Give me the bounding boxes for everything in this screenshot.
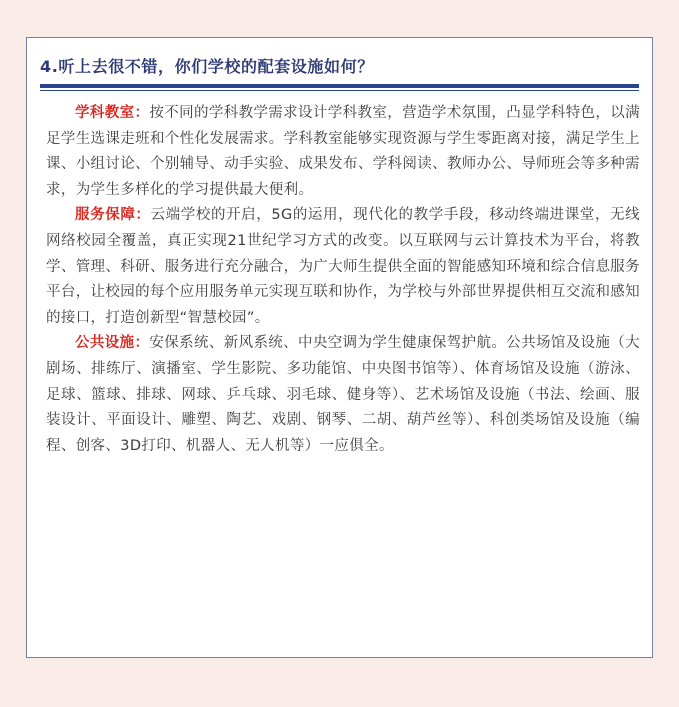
faq-card [26,37,653,658]
text-subject-classrooms: 按不同的学科教学需求设计学科教室，营造学术氛围，凸显学科特色，以满足学生选课走班和个性化发展需求。学科教室能够实现资源与学生零距离对接，满足学生上课、小组讨论、个别辅导、动手实验、成果发布、学科阅读、教师办公、导师班会等多种需求，为学生多样化的学习提供最大便利。 [46,105,641,198]
label-public-facilities: 公共设施： [75,335,150,352]
title-underline-thin [40,90,639,91]
text-public-facilities: 安保系统、新风系统、中央空调为学生健康保驾护航。公共场馆及设施（大剧场、排练厅、演播室、学生影院、多功能馆、中央图书馆等）、体育场馆及设施（游泳、足球、篮球、排球、网球、乒乓球、羽毛球、健身等）、艺术场馆及设施（书法、绘画、服装设计、平面设计、雕塑、陶艺、戏剧、钢琴、二胡、葫芦丝等）、科创类场馆及设施（编程、创客、3D打印、机器人、无人机等）一应俱全。 [46,335,641,454]
section-title: 4.听上去很不错，你们学校的配套设施如何？ [40,57,374,76]
text-service-support: 云端学校的开启，5G的运用，现代化的教学手段，移动终端进课堂，无线网络校园全覆盖，真正实现21世纪学习方式的改变。以互联网与云计算技术为平台，将教学、管理、科研、服务进行充分融合，为广大师生提供全面的智能感知环境和综合信息服务平台，让校园的每个应用服务单元实现互联和协作，为学校与外部世界提供相互交流和感知的接口，打造创新型“智慧校园”。 [46,207,641,326]
label-service-support: 服务保障： [75,207,151,224]
paragraph-public-facilities [46,331,640,459]
answer-body [46,101,640,459]
paragraph-service-support [46,203,640,331]
title-underline-thick [40,84,639,88]
paragraph-subject-classrooms [46,101,640,203]
label-subject-classrooms: 学科教室： [75,105,150,121]
